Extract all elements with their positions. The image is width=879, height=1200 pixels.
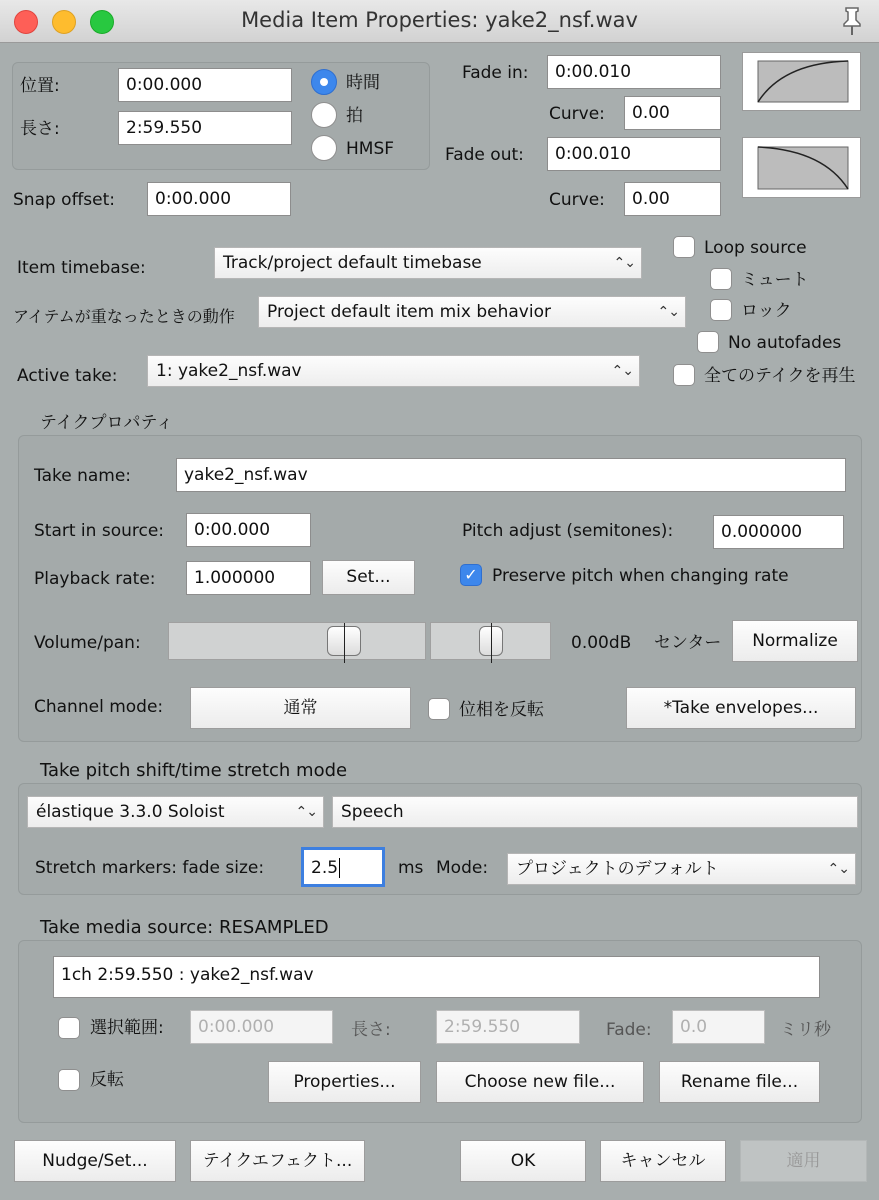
ok-button[interactable]: OK	[460, 1140, 586, 1182]
fade-in-curve-field[interactable]: 0.00	[624, 96, 721, 130]
reverse-label: 反転	[90, 1070, 124, 1090]
source-length-label: 長さ:	[351, 1020, 391, 1040]
invert-phase-checkbox[interactable]	[428, 698, 450, 720]
preserve-pitch-label: Preserve pitch when changing rate	[492, 566, 789, 586]
no-autofades-checkbox[interactable]	[697, 331, 719, 353]
cancel-button[interactable]: キャンセル	[600, 1140, 726, 1182]
stretch-algorithm-value: élastique 3.3.0 Soloist	[36, 802, 225, 822]
preserve-pitch-checkbox[interactable]: ✓	[460, 564, 482, 586]
chevron-updown-icon: ⌃⌄	[611, 363, 633, 379]
take-fx-button[interactable]: テイクエフェクト...	[190, 1140, 365, 1182]
time-mode-hmsf-radio[interactable]	[311, 135, 337, 161]
mute-label: ミュート	[741, 270, 809, 290]
play-all-takes-checkbox[interactable]	[673, 364, 695, 386]
pan-slider[interactable]	[430, 622, 551, 660]
snap-offset-label: Snap offset:	[13, 190, 115, 210]
item-timebase-label: Item timebase:	[17, 258, 146, 278]
take-section-title: テイクプロパティ	[40, 413, 174, 433]
invert-phase-label: 位相を反転	[459, 700, 544, 720]
stretch-fade-label: Stretch markers: fade size:	[35, 858, 265, 878]
chevron-updown-icon: ⌃⌄	[295, 804, 317, 820]
item-timebase-select[interactable]	[214, 247, 642, 279]
fade-in-shape-button[interactable]	[742, 52, 861, 111]
no-autofades-label: No autofades	[728, 333, 842, 353]
normalize-button[interactable]: Normalize	[732, 620, 858, 662]
source-fade-unit: ミリ秒	[780, 1020, 831, 1040]
stretch-fade-unit: ms	[398, 858, 424, 878]
active-take-label: Active take:	[17, 366, 118, 386]
pitch-adjust-label: Pitch adjust (semitones):	[462, 521, 674, 541]
playback-rate-label: Playback rate:	[34, 569, 156, 589]
start-in-source-label: Start in source:	[34, 521, 165, 541]
chevron-updown-icon: ⌃⌄	[613, 255, 635, 271]
loop-source-checkbox[interactable]	[673, 236, 695, 258]
source-range-checkbox[interactable]	[58, 1017, 80, 1039]
time-mode-hmsf-label: HMSF	[346, 139, 395, 159]
source-range-field[interactable]: 0:00.000	[190, 1010, 333, 1044]
chevron-updown-icon: ⌃⌄	[827, 861, 849, 877]
source-range-label: 選択範囲:	[90, 1018, 164, 1038]
fade-out-curve-field[interactable]: 0.00	[624, 182, 721, 216]
take-name-label: Take name:	[34, 466, 132, 486]
window-title: Media Item Properties: yake2_nsf.wav	[241, 8, 638, 32]
source-length-field[interactable]: 2:59.550	[436, 1010, 580, 1044]
lock-label: ロック	[741, 301, 792, 321]
stretch-mode-select[interactable]	[507, 853, 856, 885]
take-name-field[interactable]: yake2_nsf.wav	[176, 458, 846, 492]
time-mode-time-radio[interactable]	[311, 69, 337, 95]
pan-readout: センター	[654, 633, 722, 653]
channel-mode-button[interactable]: 通常	[190, 687, 411, 729]
active-take-value: 1: yake2_nsf.wav	[156, 361, 302, 381]
fade-out-label: Fade out:	[445, 145, 524, 165]
fade-in-curve-icon	[743, 53, 860, 110]
pin-icon[interactable]	[837, 4, 867, 36]
text-caret	[339, 858, 340, 878]
pitch-adjust-field[interactable]: 0.000000	[713, 515, 844, 549]
item-mix-value: Project default item mix behavior	[267, 302, 551, 322]
playback-rate-field[interactable]: 1.000000	[186, 561, 311, 595]
loop-source-label: Loop source	[704, 238, 807, 258]
item-mix-label: アイテムが重なったときの動作	[13, 307, 235, 326]
time-mode-beats-label: 拍	[346, 106, 363, 126]
stretch-section-title: Take pitch shift/time stretch mode	[40, 760, 348, 781]
source-fade-label: Fade:	[606, 1020, 652, 1040]
rename-file-button[interactable]: Rename file...	[659, 1061, 820, 1103]
start-in-source-field[interactable]: 0:00.000	[186, 513, 311, 547]
mute-checkbox[interactable]	[710, 268, 732, 290]
fade-in-field[interactable]: 0:00.010	[547, 55, 721, 89]
fade-out-field[interactable]: 0:00.010	[547, 137, 721, 171]
position-label: 位置:	[20, 76, 60, 96]
position-field[interactable]: 0:00.000	[118, 68, 292, 102]
length-label: 長さ:	[20, 119, 60, 139]
apply-button[interactable]: 適用	[740, 1140, 867, 1182]
volume-pan-label: Volume/pan:	[34, 633, 141, 653]
stretch-submode-select[interactable]	[332, 796, 858, 828]
time-mode-beats-radio[interactable]	[311, 102, 337, 128]
volume-slider-thumb[interactable]	[327, 626, 361, 656]
time-mode-time-label: 時間	[346, 73, 380, 93]
item-timebase-value: Track/project default timebase	[223, 253, 482, 273]
reverse-checkbox[interactable]	[58, 1069, 80, 1091]
pan-slider-thumb[interactable]	[479, 626, 503, 656]
stretch-submode-value: Speech	[341, 802, 404, 822]
stretch-fade-value: 2.5	[311, 858, 339, 878]
chevron-updown-icon: ⌃⌄	[657, 304, 679, 320]
stretch-mode-label: Mode:	[436, 858, 489, 878]
nudge-set-button[interactable]: Nudge/Set...	[14, 1140, 176, 1182]
take-envelopes-button[interactable]: *Take envelopes...	[626, 687, 856, 729]
volume-readout: 0.00dB	[571, 633, 632, 653]
volume-slider[interactable]	[168, 622, 426, 660]
choose-new-file-button[interactable]: Choose new file...	[436, 1061, 644, 1103]
fade-in-curve-label: Curve:	[549, 104, 605, 124]
set-rate-button[interactable]: Set...	[322, 560, 415, 595]
title-bar	[0, 0, 879, 43]
source-info-field: 1ch 2:59.550 : yake2_nsf.wav	[53, 956, 820, 998]
fade-out-shape-button[interactable]	[742, 137, 861, 198]
channel-mode-label: Channel mode:	[34, 697, 164, 717]
source-fade-field[interactable]: 0.0	[672, 1010, 765, 1044]
item-mix-select[interactable]	[258, 296, 686, 328]
fade-in-label: Fade in:	[462, 63, 529, 83]
play-all-takes-label: 全てのテイクを再生	[704, 366, 856, 386]
snap-offset-field[interactable]: 0:00.000	[147, 182, 291, 216]
length-field[interactable]: 2:59.550	[118, 111, 292, 145]
active-take-select[interactable]	[147, 355, 640, 387]
source-section-title: Take media source: RESAMPLED	[40, 917, 329, 938]
stretch-mode-value: プロジェクトのデフォルト	[516, 859, 719, 879]
fade-out-curve-icon	[743, 138, 860, 197]
stretch-algorithm-select[interactable]	[27, 796, 324, 828]
lock-checkbox[interactable]	[710, 299, 732, 321]
stretch-fade-field[interactable]	[301, 847, 385, 887]
fade-out-curve-label: Curve:	[549, 190, 605, 210]
source-properties-button[interactable]: Properties...	[268, 1061, 421, 1103]
